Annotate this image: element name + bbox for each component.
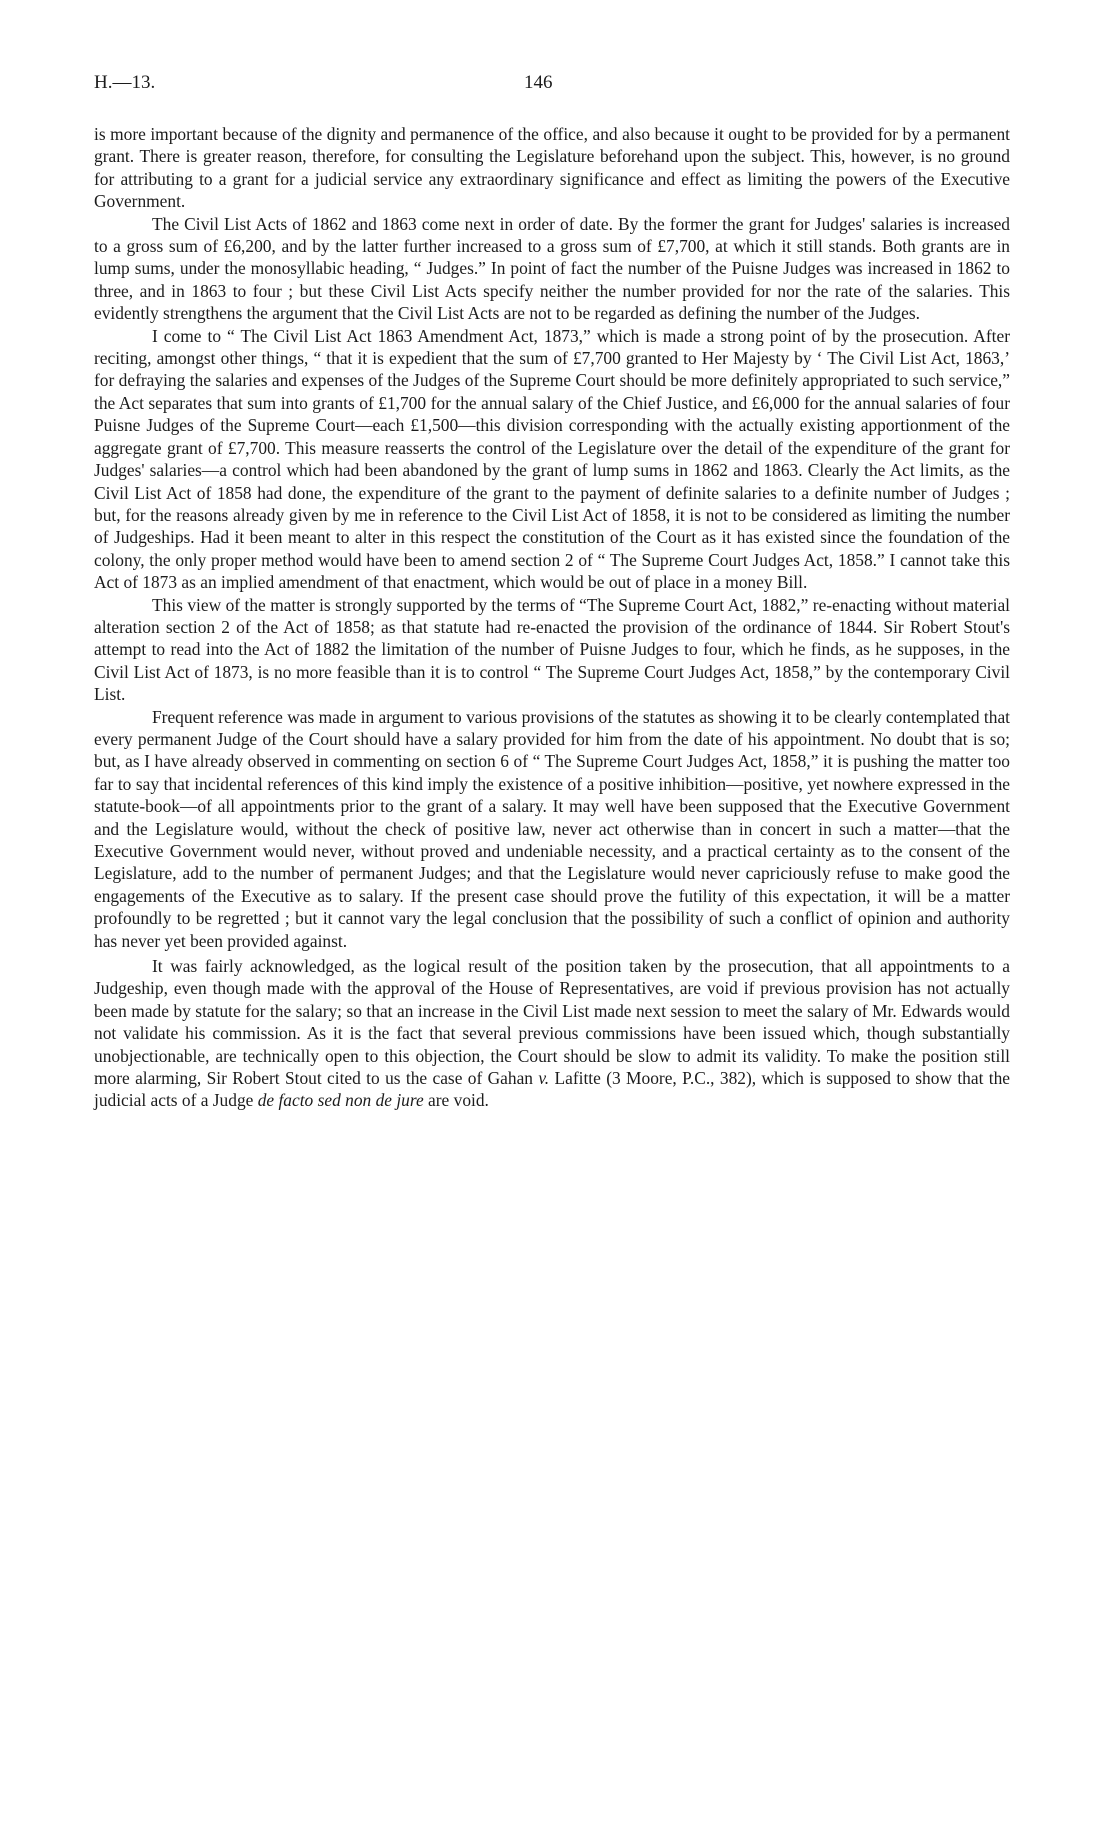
paragraph-1-continuation: is more important because of the dignity and permanence of the office, and also because it ought to be provided for by a permanent grant. There is greater reason, therefore, for consulting the Legislature beforehand upon the subject. This, however, is no ground for attributing to a grant for a judicial service any extraordinary significance and effect as limiting the powers of the Executive Government. (94, 124, 1010, 212)
paragraph-text-part: It was fairly acknowledged, as the logical result of the position taken by the prosecution, that all appointments to a Judgeship, even though made with the approval of the House of Representatives, are void if previous provision has not actually been made by statute for the salary; so that an increase in the Civil List made next session to meet the salary of Mr. Edwards would not validate his commission. As it is the fact that several previous commissions have been issued which, though substantially unobjectionable, are technically open to this objection, the Court should be slow to admit its validity. To make the position still more alarming, Sir Robert Stout cited to us the case of Gahan (94, 956, 1010, 1089)
paragraph-frequent-reference: Frequent reference was made in argument to various provisions of the statutes as showing it to be clearly contemplated that every permanent Judge of the Court should have a salary provided for him from the date of his appointment. No doubt that is so; but, as I have already observed in commenting on section 6 of “ The Supreme Court Judges Act, 1858,” it is pushing the matter too far to say that incidental references of this kind imply the existence of a positive inhibition—positive, yet nowhere expressed in the statute-book—of all appointments prior to the grant of a salary. It may well have been supposed that the Executive Government and the Legislature would, without the check of positive law, never act otherwise than in concert in such a matter—that the Executive Government would never, without proved and undeniable necessity, and a practical certainty as to the consent of the Legislature, add to the number of permanent Judges; and that the Legislature would never capriciously refuse to make good the engagements of the Executive as to salary. If the present case should prove the futility of this expectation, it will be a matter profoundly to be regretted ; but it cannot vary the legal conclusion that the possibility of such a conflict of opinion and authority has never yet been provided against. (94, 706, 1010, 951)
paragraph-amendment-act-1873: I come to “ The Civil List Act 1863 Amendment Act, 1873,” which is made a strong point of by the prosecution. After reciting, amongst other things, “ that it is expedient that the sum of £7,700 granted to Her Majesty by ‘ The Civil List Act, 1863,’ for defraying the salaries and expenses of the Judges of the Supreme Court should be more definitely appropriated to such service,” the Act separates that sum into grants of £1,700 for the annual salary of the Chief Justice, and £6,000 for the annual salaries of four Puisne Judges of the Supreme Court—each £1,500—this division corresponding with the actually existing apportionment of the aggregate grant of £7,700. This measure reasserts the control of the Legislature over the detail of the expenditure of the grant for Judges' salaries—a control which had been abandoned by the grant of lump sums in 1862 and 1863. Clearly the Act limits, as the Civil List Act of 1858 had done, the expenditure of the grant to the payment of definite salaries to a definite number of Judges ; but, for the reasons already given by me in reference to the Civil List Act of 1858, it is not to be considered as limiting the number of Judgeships. Had it been meant to alter in this respect the constitution of the Court as it has existed since the foundation of the colony, the only proper method would have been to amend section 2 of “ The Supreme Court Judges Act, 1858.” I cannot take this Act of 1873 as an implied amendment of that enactment, which would be out of place in a money Bill. (94, 325, 1010, 593)
paragraph-supreme-court-act-1882: This view of the matter is strongly supported by the terms of “The Supreme Court Act, 1882,” re-enacting without material alteration section 2 of the Act of 1858; as that statute had re-enacted the provision of the ordinance of 1844. Sir Robert Stout's attempt to read into the Act of 1882 the limitation of the number of Puisne Judges to four, which he finds, as he supposes, in the Civil List Act of 1873, is no more feasible than it is to control “ The Supreme Court Judges Act, 1858,” by the contemporary Civil List. (94, 594, 1010, 705)
paragraph-logical-result (94, 955, 1010, 1112)
parliamentary-paper-reference: H.—13. (94, 72, 156, 93)
page-header (94, 72, 1010, 98)
paragraph-text-part: are void. (423, 1090, 489, 1111)
body-text (94, 123, 1010, 1112)
italic-latin-phrase: de facto sed non de jure (257, 1090, 424, 1111)
italic-versus: v. (538, 1068, 550, 1089)
paragraph-text-part: Lafitte (3 Moore, P.C., 382), which is supposed to show that the judicial acts of a Judge (94, 1068, 1010, 1111)
page-number: 146 (524, 72, 553, 93)
paragraph-civil-list-acts-1862-1863: The Civil List Acts of 1862 and 1863 come next in order of date. By the former the grant for Judges' salaries is increased to a gross sum of £6,200, and by the latter further increased to a gross sum of £7,700, at which it still stands. Both grants are in lump sums, under the monosyllabic heading, “ Judges.” In point of fact the number of the Puisne Judges was increased in 1862 to three, and in 1863 to four ; but these Civil List Acts specify neither the number provided for nor the rate of the salaries. This evidently strengthens the argument that the Civil List Acts are not to be regarded as defining the number of the Judges. (94, 213, 1010, 324)
